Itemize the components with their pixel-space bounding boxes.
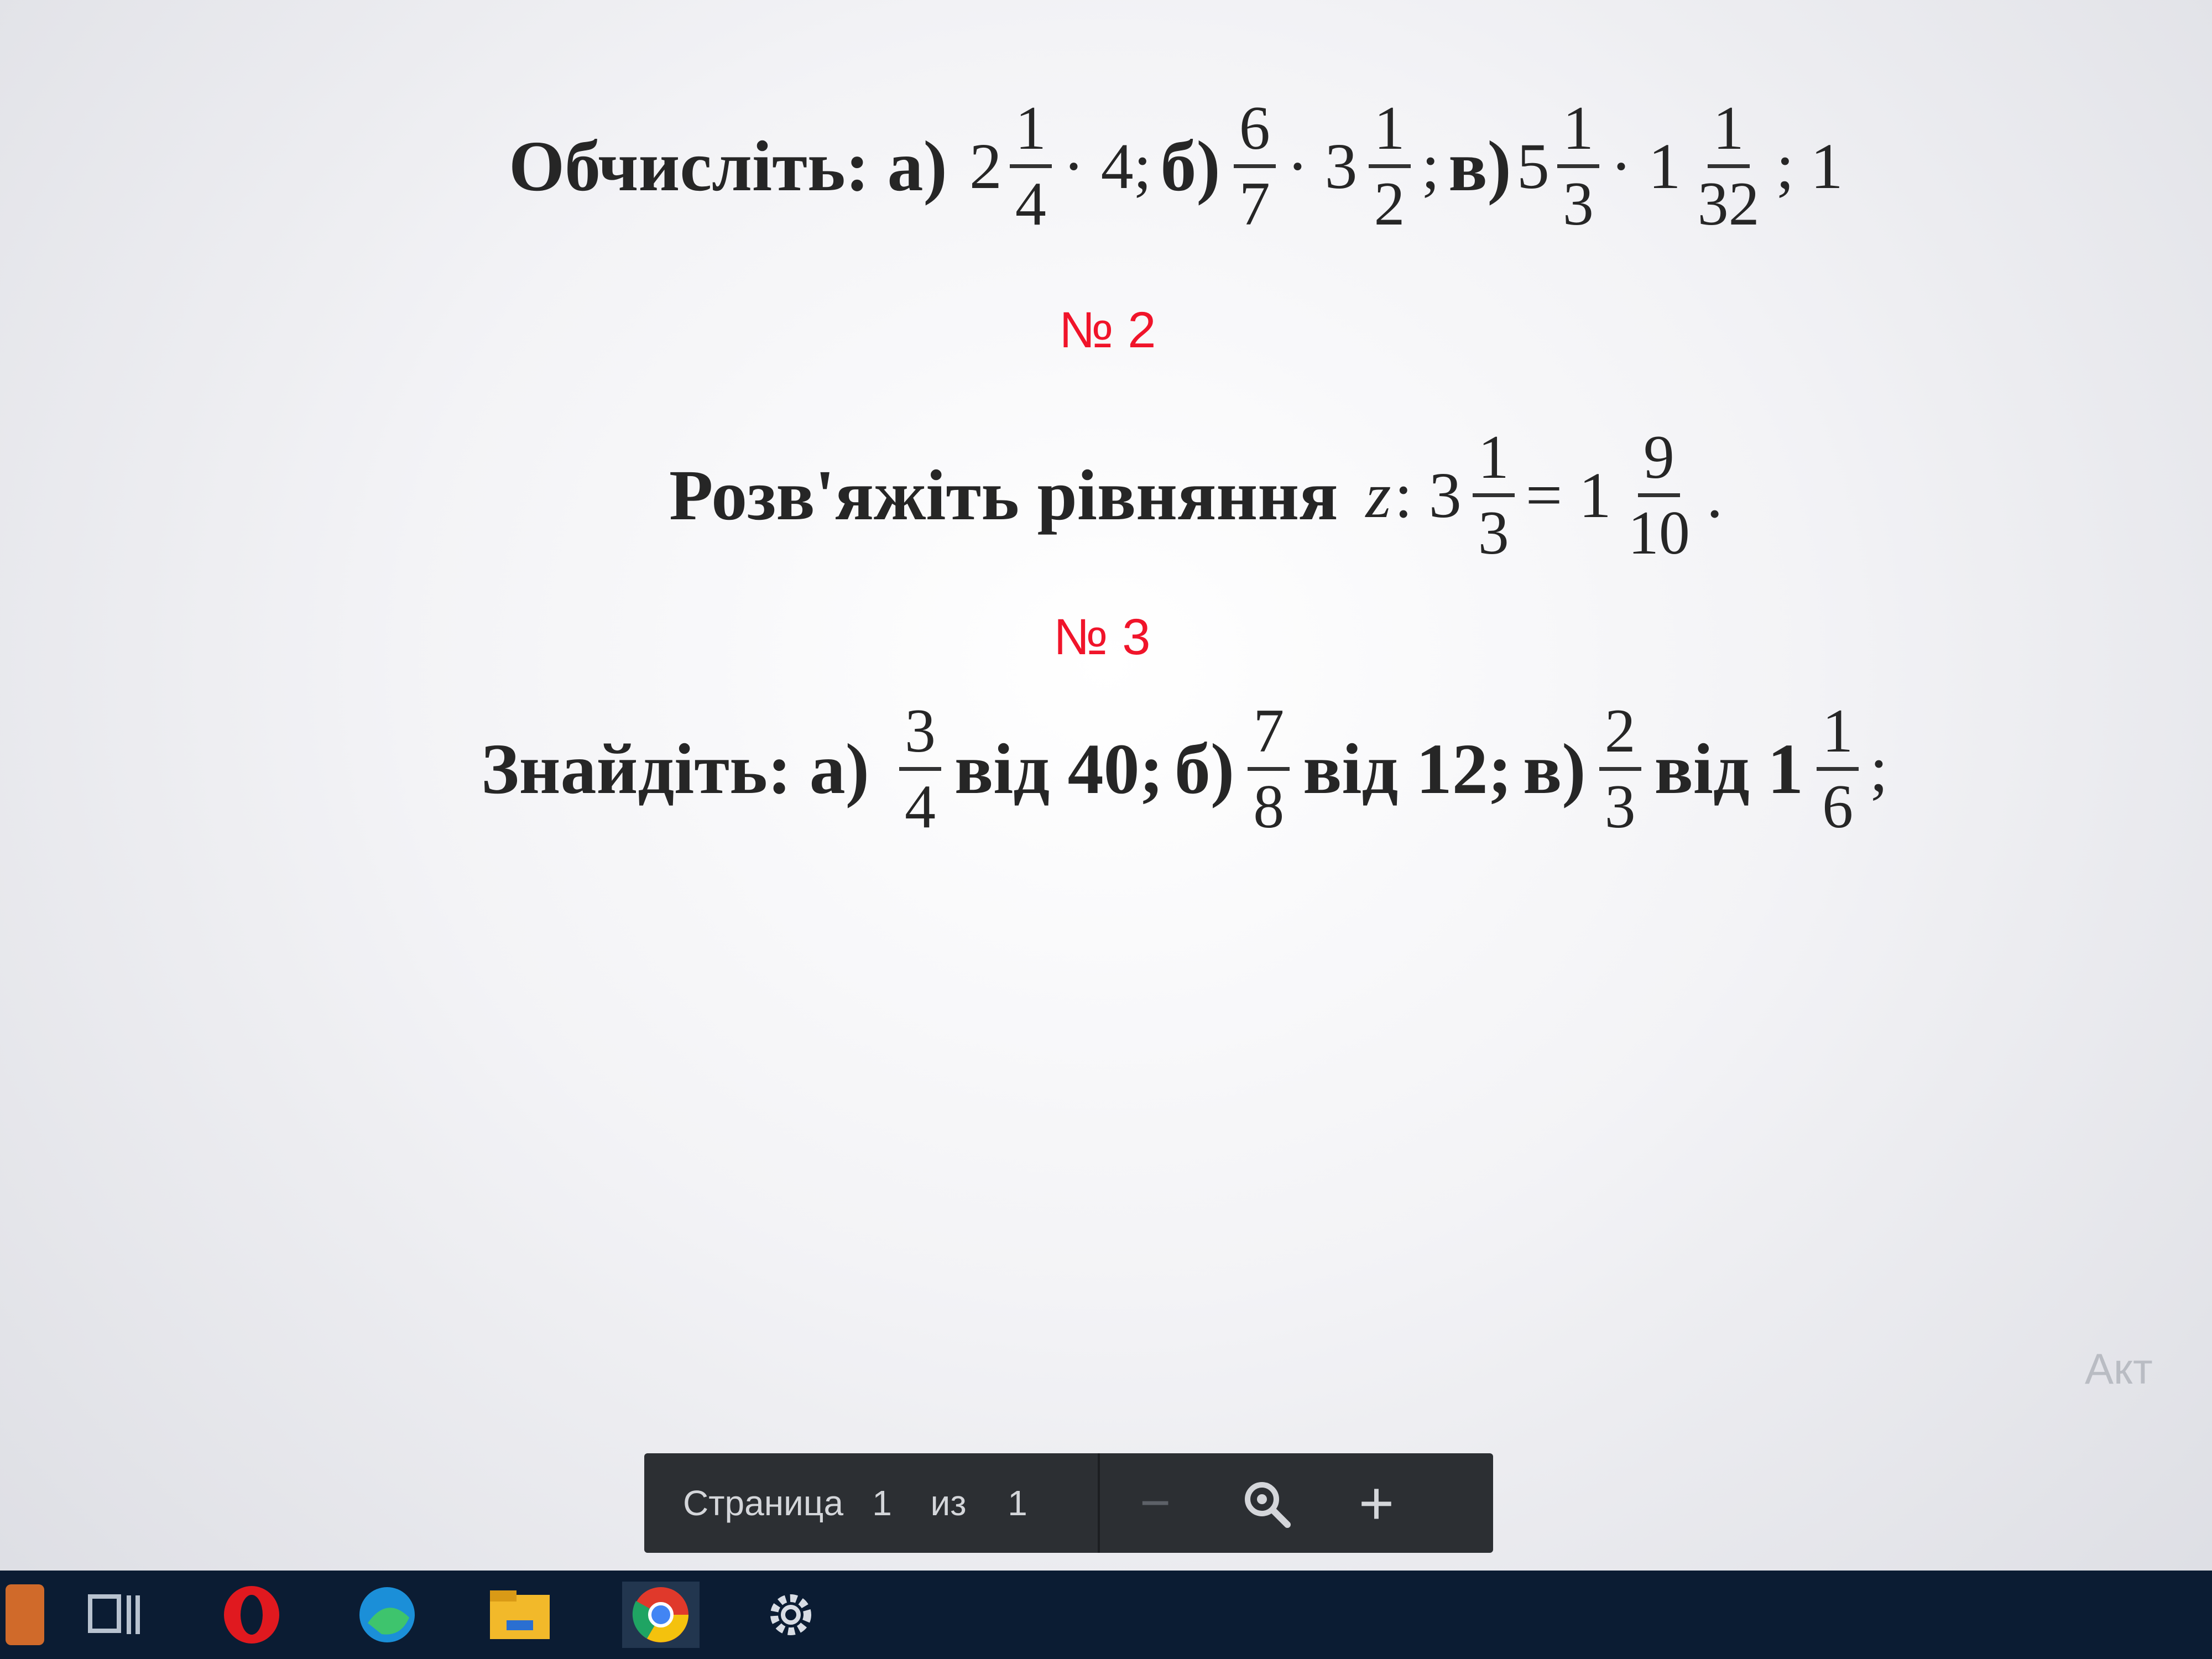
- expression-tail: від 12;: [1303, 729, 1512, 809]
- settings-gear-icon[interactable]: [758, 1582, 824, 1648]
- expression-tail: від 40;: [954, 729, 1164, 809]
- expression-middle: · 1: [1610, 129, 1681, 202]
- problem-3-heading: № 3: [1053, 609, 1151, 665]
- denominator: 10: [1627, 499, 1690, 568]
- expression-tail: ;: [1870, 732, 1888, 805]
- numerator: 1: [1557, 97, 1599, 168]
- denominator: 3: [1604, 773, 1636, 842]
- edge-icon[interactable]: [354, 1582, 420, 1648]
- whole-part: 2: [969, 129, 1002, 202]
- fraction: [1234, 94, 1276, 239]
- windows-taskbar: [0, 1571, 2212, 1659]
- expression-tail: · 4;: [1062, 129, 1152, 202]
- numerator: 1: [1708, 97, 1750, 168]
- fraction: [1010, 94, 1052, 239]
- problem-1b-expression: [1226, 94, 1443, 239]
- numerator: 1: [1010, 97, 1052, 168]
- fraction: [1599, 697, 1641, 842]
- problem-1a-expression: [969, 94, 1155, 239]
- chrome-icon[interactable]: [622, 1582, 700, 1648]
- fraction: [1692, 94, 1765, 239]
- page-total: 1: [1008, 1483, 1027, 1523]
- operator: : 3: [1394, 458, 1462, 531]
- problem-3b-expression: [1240, 697, 1517, 842]
- fraction: [1473, 423, 1515, 568]
- numerator: 2: [1599, 700, 1641, 771]
- windows-start-icon[interactable]: [0, 1582, 50, 1648]
- expression-middle: · 3: [1286, 129, 1358, 202]
- file-explorer-icon[interactable]: [487, 1582, 553, 1648]
- variable: z: [1365, 458, 1391, 531]
- denominator: 2: [1374, 170, 1405, 239]
- magnifier-icon: [1241, 1478, 1291, 1528]
- expression-tail: ;: [1421, 129, 1440, 202]
- problem-2-label: Розв'яжіть рівняння: [669, 455, 1338, 535]
- problem-1c-expression: [1516, 94, 1846, 239]
- denominator: 32: [1697, 170, 1760, 239]
- zoom-fit-button[interactable]: [1211, 1478, 1321, 1528]
- task-view-icon[interactable]: [80, 1582, 147, 1648]
- problem-1-label: Обчисліть: а): [509, 126, 947, 206]
- numerator: 3: [899, 700, 941, 771]
- numerator: 1: [1817, 700, 1859, 771]
- problem-1c-label: в): [1448, 126, 1511, 206]
- problem-2-heading: № 2: [1059, 302, 1156, 358]
- problem-3b-label: б): [1174, 729, 1235, 809]
- denominator: 7: [1239, 170, 1270, 239]
- numerator: 1: [1369, 97, 1411, 168]
- fraction: [1248, 697, 1290, 842]
- problem-3c-label: в): [1523, 729, 1586, 809]
- expression-tail: ; 1: [1776, 129, 1843, 202]
- whole-part: 5: [1516, 129, 1550, 202]
- fraction: [1623, 423, 1695, 568]
- fraction: [1557, 94, 1599, 239]
- numerator: 1: [1473, 426, 1515, 497]
- zoom-in-button[interactable]: +: [1358, 1469, 1395, 1537]
- fraction: [899, 697, 941, 842]
- problem-2: [669, 423, 1726, 568]
- numerator: 7: [1248, 700, 1290, 771]
- denominator: 6: [1822, 773, 1854, 842]
- fraction: [1817, 697, 1859, 842]
- problem-3c-expression: [1592, 697, 1891, 842]
- numerator: 9: [1638, 426, 1680, 497]
- fraction: [1369, 94, 1411, 239]
- of-part: від 1: [1654, 729, 1804, 809]
- zoom-out-button[interactable]: −: [1139, 1473, 1171, 1532]
- problem-3a-expression: [891, 697, 1169, 842]
- denominator: 3: [1562, 170, 1594, 239]
- numerator: 6: [1234, 97, 1276, 168]
- denominator: 4: [1015, 170, 1046, 239]
- problem-3-label: Знайдіть: а): [481, 729, 869, 809]
- problem-3: [481, 697, 1891, 842]
- problem-2-equation: [1365, 423, 1726, 568]
- page-current-input[interactable]: 1: [872, 1483, 892, 1523]
- denominator: 8: [1253, 773, 1285, 842]
- page-label: Страница: [682, 1483, 844, 1523]
- activation-watermark: Акт: [2085, 1344, 2153, 1393]
- opera-icon[interactable]: [218, 1582, 285, 1648]
- denominator: 3: [1478, 499, 1509, 568]
- of-label: из: [930, 1483, 967, 1523]
- equals-part: = 1: [1525, 458, 1611, 531]
- denominator: 4: [905, 773, 936, 842]
- problem-1b-label: б): [1160, 126, 1220, 206]
- pdf-viewer-toolbar: [644, 1453, 1493, 1553]
- expression-end: .: [1706, 458, 1723, 531]
- problem-1: [509, 94, 1846, 239]
